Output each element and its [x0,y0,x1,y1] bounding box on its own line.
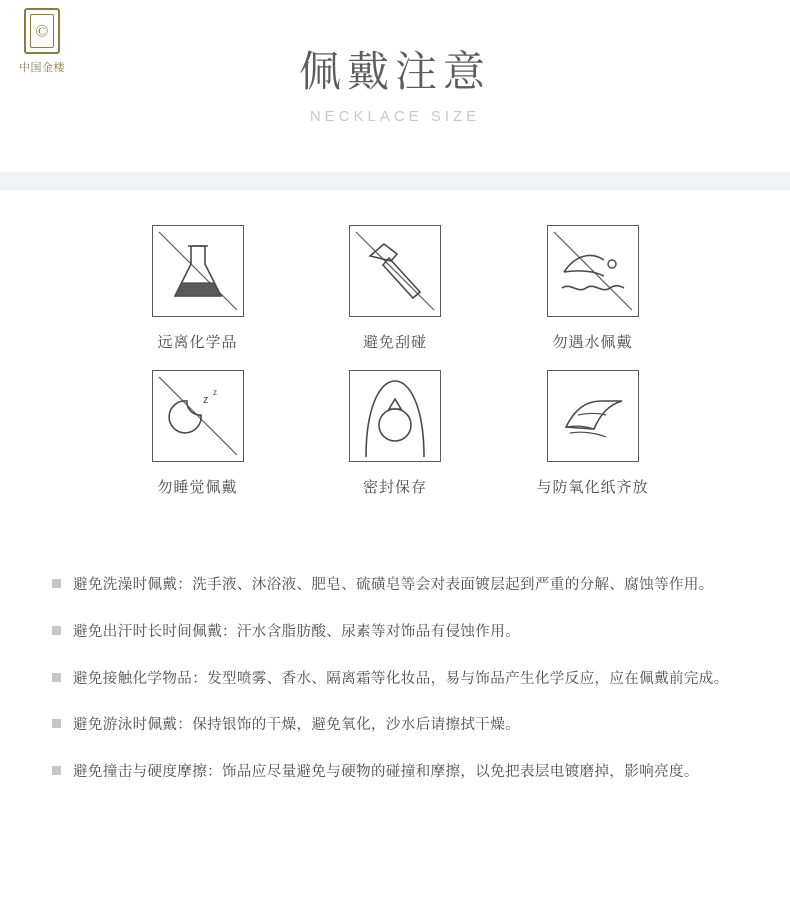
care-item [500,225,685,352]
anti-oxidation-paper-icon [547,370,639,462]
care-icon-grid [105,225,685,497]
care-item-label: 远离化学品 [157,334,238,351]
list-item [52,619,742,646]
care-icon-row [105,225,685,352]
sleep-moon-icon [152,370,244,462]
care-notes-list [52,572,742,806]
svg-text:z: z [202,394,208,406]
page-subtitle: NECKLACE SIZE [309,108,481,126]
list-item [52,572,742,599]
note-text: 避免出汗时长时间佩戴：汗水含脂肪酸、尿素等对饰品有侵蚀作用。 [73,623,520,640]
svg-text:z: z [212,388,217,397]
chemical-flask-icon [152,225,244,317]
note-text: 避免洗澡时佩戴：洗手液、沐浴液、肥皂、硫磺皂等会对表面镀层起到严重的分解、腐蚀等作用。 [73,577,714,593]
list-item [52,712,742,739]
bullet-square-icon [52,626,61,635]
note-text: 避免接触化学物品：发型喷雾、香水、隔离霜等化妆品，易与饰品产生化学反应，应在佩戴前完成。 [73,670,729,687]
care-item-label: 勿睡觉佩戴 [157,479,238,496]
care-item-label: 避免刮碰 [362,334,427,351]
care-item-label: 密封保存 [362,479,427,496]
care-item [303,225,488,352]
list-item [52,759,742,786]
bullet-square-icon [52,673,61,682]
no-water-icon [547,225,639,317]
note-text: 避免撞击与硬度摩擦：饰品应尽量避免与硬物的碰撞和摩擦，以免把表层电镀磨掉，影响亮度。 [73,764,699,781]
brand-name: 中国金楼 [19,62,65,74]
list-item [52,666,742,693]
bullet-square-icon [52,579,61,588]
brand-monogram: © [35,21,49,41]
care-item [500,370,685,497]
bullet-square-icon [52,766,61,775]
care-item [105,225,290,352]
care-icon-row [105,370,685,497]
hammer-icon [349,225,441,317]
care-item-label: 勿遇水佩戴 [552,334,633,351]
care-item [105,370,290,497]
page-header [0,48,790,125]
note-text: 避免游泳时佩戴：保持银饰的干燥，避免氧化，沙水后请擦拭干燥。 [73,717,520,734]
page-title: 佩戴注意 [298,50,491,96]
section-divider [0,172,790,190]
ring-pouch-icon [349,370,441,462]
bullet-square-icon [52,719,61,728]
care-item [303,370,488,497]
care-item-label: 与防氧化纸齐放 [536,479,649,496]
